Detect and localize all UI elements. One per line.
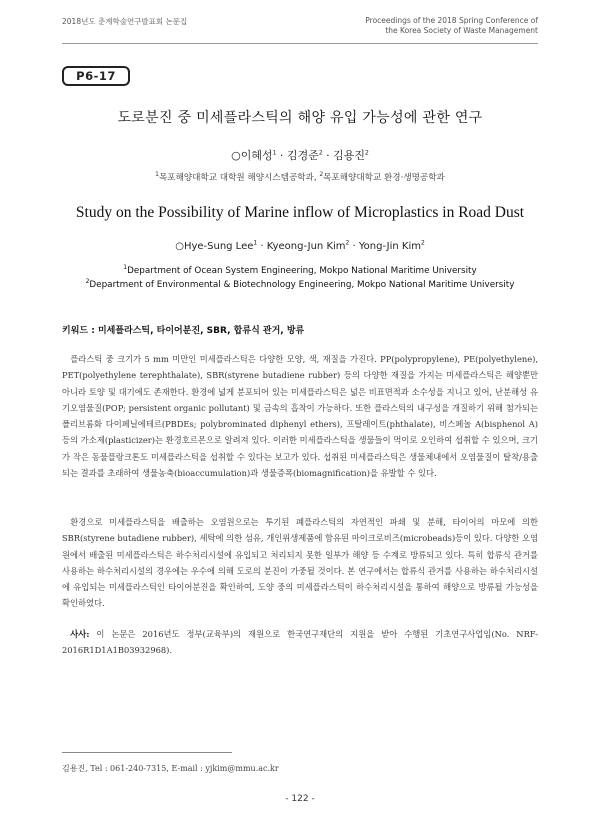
authors-english (0, 241, 600, 252)
header-right-line2: the Korea Society of Waste Management (385, 26, 538, 35)
author-separator: · (257, 241, 267, 252)
keywords: 키워드 : 미세플라스틱, 타이어분진, SBR, 합류식 관거, 방류 (62, 326, 305, 336)
affil-2: Department of Environmental & Biotechnology Engineering, Mokpo National Maritime University (89, 280, 515, 290)
presenter-mark: ○ (231, 149, 241, 162)
footnote-divider (62, 752, 232, 753)
affil-1: 목포해양대학교 대학원 해양시스템공학과, (158, 173, 317, 183)
page-number: - 122 - (285, 794, 315, 804)
header-left: 2018년도 춘계학술연구발표회 논문집 (62, 17, 188, 26)
header-divider (62, 43, 538, 44)
author-separator: · (349, 241, 359, 252)
author-2-affil: 2 (345, 239, 350, 247)
author-3: Yong-Jin Kim (358, 241, 421, 252)
author-separator: · (276, 149, 287, 162)
affiliations-english (0, 264, 600, 292)
corresponding-author-footnote: 김용진, Tel : 061-240-7315, E-mail : yjkim@mmu.ac.kr (62, 764, 279, 773)
title-english: Study on the Possibility of Marine inflow of Microplastics in Road Dust (75, 204, 525, 221)
affiliations-korean (0, 171, 600, 183)
author-1: 이혜성 (240, 149, 273, 162)
affil-1: Department of Ocean System Engineering, Mokpo National Maritime University (127, 266, 477, 276)
paper-id-badge: P6-17 (62, 66, 130, 86)
affil-1-line (0, 264, 600, 278)
author-2: 김경준 (286, 149, 319, 162)
author-3-affil: 2 (365, 149, 369, 157)
author-2: Kyeong-Jun Kim (266, 241, 346, 252)
body-paragraph-2: 환경으로 미세플라스틱을 배출하는 오염원으로는 투기된 폐플라스틱의 자연적인 파쇄 및 분해, 타이어의 마모에 의한 SBR(styrene butadiene rubber), 세탁에 의한 섬유, 개인위생제품에 함유된 마이크로비즈(microbeads)등이 있다. 다양한 오염원에서 배출된 미세플라스틱은 하수처리시설에 유입되고 처리되지 못한 일부가 해양 등 수계로 방류되고 있다. 특히 합류식 관거를 사용하는 하수처리시설의 경우에는 우수에 의해 도로의 분진이 가중될 것이다. 본 연구에서는 합류식 관거를 사용하는 하수처리시설에 유입되는 미세플라스틱인 타이어분진을 확인하여, 도양 중의 미세플라스틱이 하수처리시설을 통하여 해양으로 방류될 가능성을 확인하였다. (62, 517, 538, 609)
author-separator: · (322, 149, 334, 162)
affil-1-marker: 1 (123, 264, 128, 272)
affil-1-marker: 1 (155, 171, 159, 179)
body-paragraph-1: 플라스틱 중 크기가 5 mm 미만인 미세플라스틱은 다양한 모양, 색, 재질을 가진다. PP(polypropylene), PE(polyethylene), PET(polyethylene terephthalate), SBR(styrene butadiene rubber) 등의 다양한 재질을 가지는 미세플라스틱은 해양뿐만 아니라 토양 및 대기에도 존재한다. 환경에 넓게 분포되어 있는 미세플라스틱은 넓은 비표면적과 소수성을 지니고 있어, 난분해성 유기오염물질(POP; persistent organic pollutant) 및 금속의 흡착이 가능하다. 또한 플라스틱의 내구성을 개질하기 위해 첨가되는 폴리브롬화 다이페닐에테르(PBDEs; polybrominated diphenyl ethers), 프탈레이트(phthalate), 비스페놀 A(bisphenol A) 등의 가소제(plasticizer)는 환경호르몬으로 알려져 있다. 이러한 미세플라스틱을 생물들이 먹이로 오인하여 섭취할 수 있으며, 크기가 작은 동물플랑크톤도 미세플라스틱을 섭취할 수 있다는 보고가 있다. 섭취된 미세플라스틱은 생물체내에서 오염물질이 탈착/용출되는 결과를 초래하여 생물농축(bioaccumulation)과 생물증폭(biomagnification)을 유발할 수 있다. (62, 354, 538, 479)
author-1-affil: 1 (272, 149, 277, 157)
affil-2-marker: 2 (319, 171, 324, 179)
affil-2-line (0, 278, 600, 292)
author-1-affil: 1 (253, 239, 258, 247)
header-right-line1: Proceedings of the 2018 Spring Conference of (365, 16, 538, 25)
affil-2-marker: 2 (85, 278, 90, 286)
author-1: Hye-Sung Lee (183, 241, 254, 252)
author-2-affil: 2 (318, 149, 323, 157)
affil-2: 목포해양대학교 환경·생명공학과 (323, 173, 445, 183)
presenter-mark: ○ (175, 241, 184, 252)
author-3: 김용진 (333, 149, 366, 162)
author-3-affil: 2 (420, 239, 425, 247)
acknowledgement (62, 626, 538, 659)
acknowledgement-text: 이 논문은 2016년도 정부(교육부)의 재원으로 한국연구재단의 지원을 받아 수행된 기초연구사업임(No. NRF-2016R1D1A1B03932968). (62, 629, 538, 656)
title-korean: 도로분진 중 미세플라스틱의 해양 유입 가능성에 관한 연구 (117, 110, 483, 126)
header-right (365, 16, 538, 36)
acknowledgement-label: 사사: (70, 629, 90, 639)
authors-korean (0, 147, 600, 163)
